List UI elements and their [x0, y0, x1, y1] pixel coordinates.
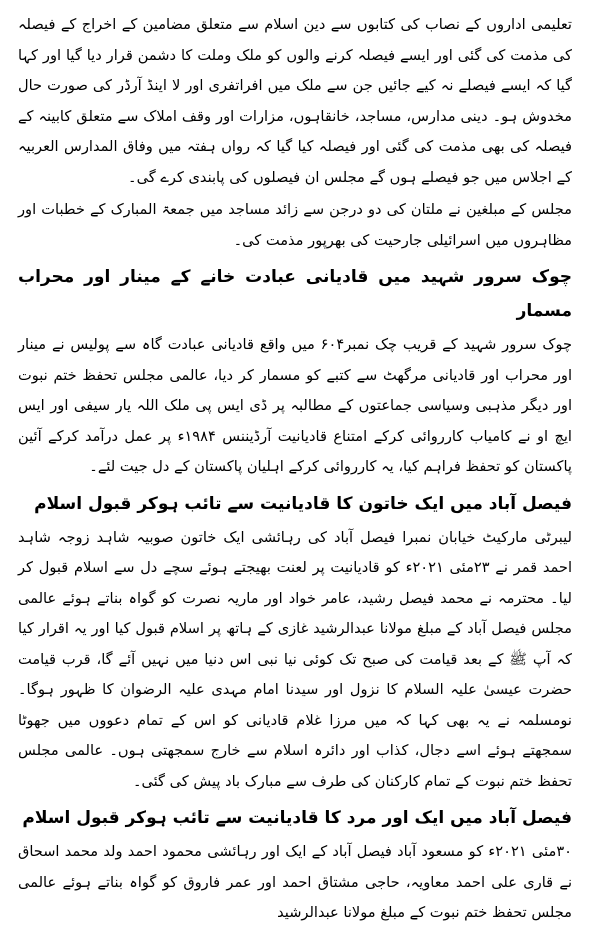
heading-man-accepts-islam: فیصل آباد میں ایک اور مرد کا قادیانیت سے تائب ہوکر قبول اسلام: [22, 808, 572, 828]
paragraph-woman-accepts-islam: لیبرٹی مارکیٹ خیابان نمبرا فیصل آباد کی رہائشی ایک خاتون صوبیہ شاہد زوجہ شاہد احمد قمر نے ۲۳مئی ۲۰۲۱ء کو قادیانیت پر لعنت بھیجتے ہوئے سچے دل سے اسلام قبول کر لیا۔ محترمہ نے محمد فیصل رشید، عامر خواد اور ماریہ نصرت کو گواہ بناتے ہوئے عالمی مجلس فیصل آباد کے مبلغ مولانا عبدالرشید غازی کے ہاتھ پر اسلام قبول کیا اور یہ اقرار کیا کہ آپ ﷺ کے بعد قیامت کی صبح تک کوئی نیا نبی اس دنیا میں نہیں آئے گا، قرب قیامت حضرت عیسیٰ علیہ السلام کا نزول اور سیدنا امام مہدی علیہ الرضوان کا ظہور ہوگا۔ نومسلمہ نے یہ بھی کہا کہ میں مرزا غلام قادیانی کو اس کے تمام دعووں میں جھوٹا سمجھتے ہوئے اسے دجال، کذاب اور دائرہ اسلام سے خارج سمجھتی ہوں۔ عالمی مجلس تحفظ ختم نبوت کے تمام کارکنان کی طرف سے مبارک باد پیش کی گئی۔: [18, 528, 572, 790]
document-page: [18, 10, 572, 921]
paragraph-chowk-sarwar-shaheed: چوک سرور شہید کے قریب چک نمبر۶۰۴ میں واقع قادیانی عبادت گاہ سے پولیس نے مینار اور محراب اور قادیانی مرگھٹ سے کتبے کو مسمار کر دیا، عالمی مجلس تحفظ ختم نبوت اور دیگر مذہبی وسیاسی جماعتوں کے مطالبہ پر ڈی ایس پی ملک اللہ یار سیفی اور ایس ایچ او نے کامیاب کارروائی کرکے امتناع قادیانیت آرڈیننس ۱۹۸۴ء پر عمل درآمد کرکے آئین پاکستان کو تحفظ فراہم کیا، یہ کارروائی کرکے اہلیان پاکستان کے دل جیت لئے۔: [18, 336, 572, 475]
heading-chowk-sarwar-shaheed: چوک سرور شہید میں قادیانی عبادت خانے کے مینار اور محراب مسمار: [18, 267, 572, 321]
paragraph-syllabus-resolution: تعلیمی اداروں کے نصاب کی کتابوں سے دین اسلام سے متعلق مضامین کے اخراج کے فیصلہ کی مذمت کی گئی اور ایسے فیصلہ کرنے والوں کو ملک وملت کا دشمن قرار دیا گیا اور کہا گیا کہ ایسے فیصلے نہ کیے جائیں جن سے ملک میں افراتفری اور لا اینڈ آرڈر کی صورت حال مخدوش ہو۔ دینی مدارس، مساجد، خانقاہوں، مزارات اور وقف املاک سے متعلق کابینہ کے فیصلہ کی بھی مذمت کی گئی اور فیصلہ کیا گیا کہ رواں ہفتہ میں وفاق المدارس العربیہ کے اجلاس میں جو فیصلے ہوں گے مجلس ان فیصلوں کی پابندی کرے گی۔: [18, 16, 572, 186]
paragraph-multan-protests: مجلس کے مبلغین نے ملتان کی دو درجن سے زائد مساجد میں جمعۃ المبارک کے خطبات اور مظاہروں میں اسرائیلی جارحیت کی بھرپور مذمت کی۔: [18, 201, 572, 249]
heading-woman-accepts-islam: فیصل آباد میں ایک خاتون کا قادیانیت سے تائب ہوکر قبول اسلام: [34, 493, 572, 514]
paragraph-man-accepts-islam: ۳۰مئی ۲۰۲۱ء کو مسعود آباد فیصل آباد کے ایک اور رہائشی محمود احمد ولد محمد اسحاق نے قاری علی احمد معاویہ، حاجی مشتاق احمد اور عمر فاروق کو گواہ بناتے ہوئے عالمی مجلس تحفظ ختم نبوت کے مبلغ مولانا عبدالرشید: [18, 843, 572, 921]
